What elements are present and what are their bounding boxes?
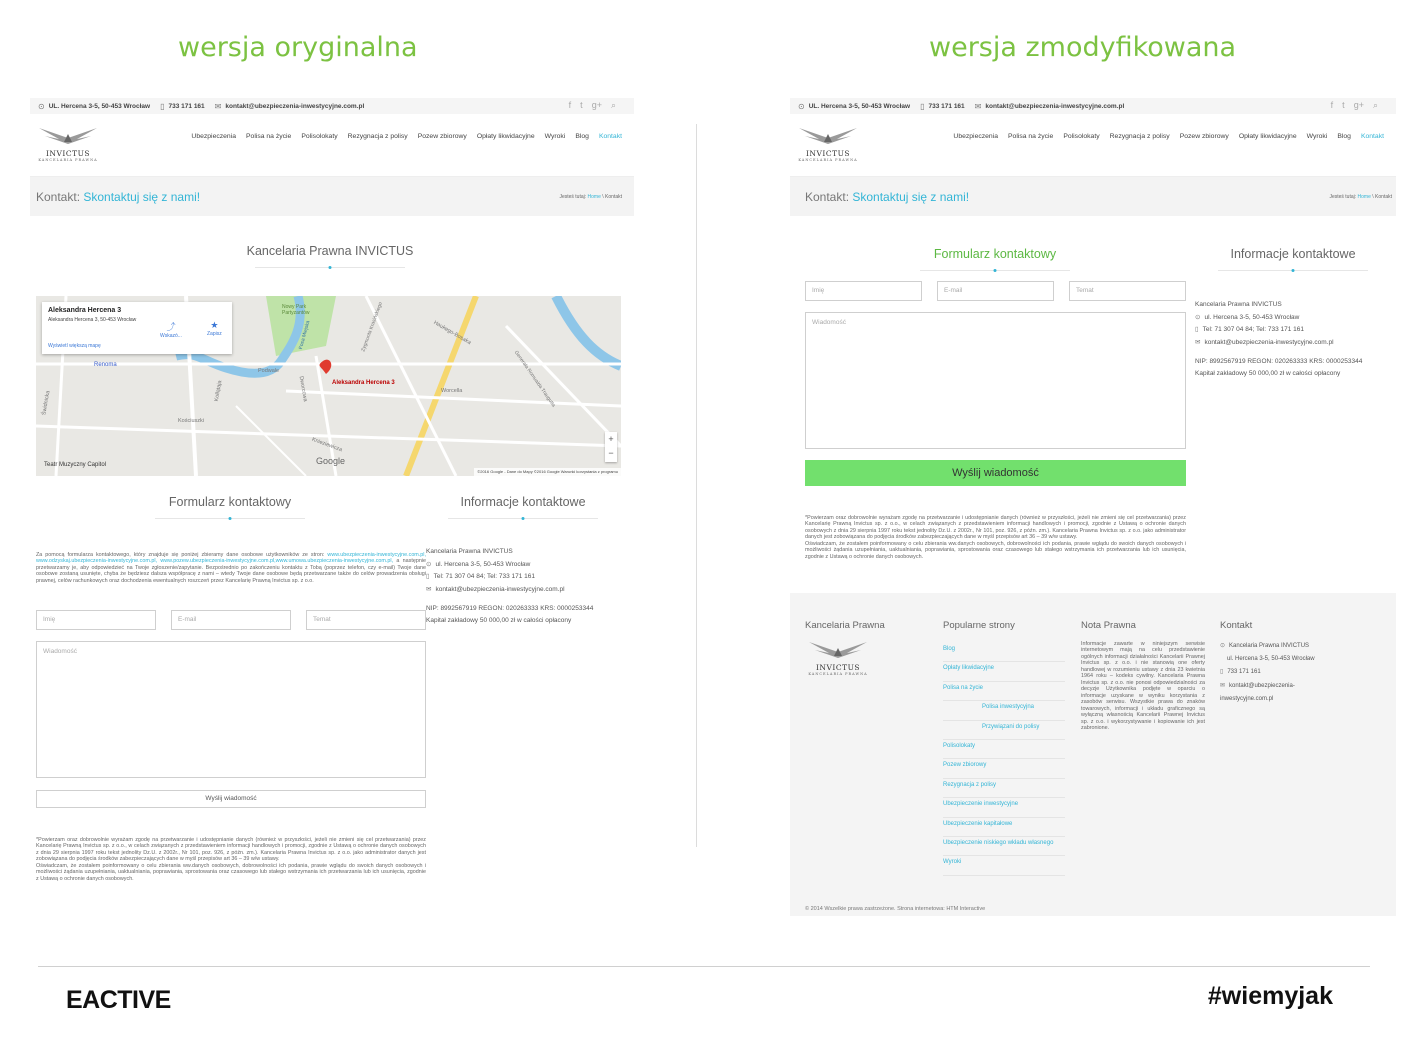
breadcrumb-bar xyxy=(790,176,1396,216)
nav-wyroki[interactable]: Wyroki xyxy=(1306,133,1328,140)
footer-email-1[interactable]: kontakt@ubezpieczenia- xyxy=(1229,682,1295,689)
contact-info xyxy=(1195,299,1362,381)
google-plus-icon[interactable]: g+ xyxy=(591,100,602,110)
consent-text xyxy=(36,837,426,882)
site-modified xyxy=(790,98,1396,916)
phone-icon: ▯ xyxy=(426,573,430,581)
logo-subtitle: KANCELARIA PRAWNA xyxy=(38,158,98,162)
map-info-card xyxy=(42,302,232,354)
map-poi-teatr: Teatr Muzyczny Capitol xyxy=(44,462,107,468)
footer-link-blog[interactable]: Blog xyxy=(943,643,1065,662)
site-original xyxy=(30,98,634,898)
google-map[interactable] xyxy=(36,296,621,476)
info-registry: NIP: 8992567919 REGON: 020263333 KRS: 0000253344 xyxy=(1195,357,1363,365)
info-address: ul. Hercena 3-5, 50-453 Wrocław xyxy=(435,560,531,568)
map-card-address: Aleksandra Hercena 3, 50-453 Wrocław xyxy=(48,317,137,323)
consent-text-2: Oświadczam, że zostałem poinformowany o celu zbierania ww.danych osobowych, dobrowolności ich podania, prawie wglądu do swoich danych osobowych i możliwości żądania uzupełniania, uaktualniania, poprawiania, sprostowania oraz czasowego lub stałego wstrzymania ich przetwarzania lub ich usunięcia, zgodnie z Ustawą o ochronie danych osobowych. xyxy=(805,540,1186,560)
footer-email-2[interactable]: inwestycyjne.com.pl xyxy=(1220,695,1274,702)
map-google-logo: Google xyxy=(316,456,346,466)
info-phone-row xyxy=(1195,324,1362,337)
company-heading-text: Kancelaria Prawna INVICTUS xyxy=(246,244,414,258)
page-title-accent: Skontaktuj się z nami! xyxy=(83,190,201,204)
info-email-row xyxy=(1195,337,1362,350)
page-title-accent: Skontaktuj się z nami! xyxy=(852,190,970,204)
form-heading xyxy=(920,247,1070,271)
intro-text-part-2: a następnie przetwarzamy je, aby odpowiedzieć na Twoje zgłoszenie/zapytanie. Bezpośrednio po zakończeniu kontaktu z Tobą (poprzez telefon, czy e-mail) Twoje dane osobowe zostaną usunięte, chyba że będziesz dalsza współpracę z nami – wtedy Twoje dane osobowe będą przetwarzane także do celów prowadzenia obsługi prawnej, celów rachunkowych oraz dochodzenia ewentualnych roszczeń przez Kancelarię Prawną Invictus sp. z o.o. xyxy=(36,558,427,584)
heading-divider xyxy=(155,518,305,519)
hashtag: #wiemyjak xyxy=(1207,982,1333,1010)
message-textarea[interactable]: Wiadomość xyxy=(36,641,426,778)
logo-name: INVICTUS xyxy=(815,663,861,672)
phone-icon: ▯ xyxy=(1195,326,1199,334)
main-nav xyxy=(191,133,622,140)
footer-link-oplaty[interactable]: Opłaty likwidacyjne xyxy=(943,662,1065,681)
topbar-email[interactable]: kontakt@ubezpieczenia-inwestycyjne.com.pl xyxy=(985,102,1125,110)
footer-contact xyxy=(1220,640,1315,706)
panel-divider xyxy=(696,124,697,847)
nav-pozew[interactable]: Pozew zbiorowy xyxy=(417,133,467,140)
logo-subtitle: KANCELARIA PRAWNA xyxy=(798,158,858,162)
nav-blog[interactable]: Blog xyxy=(575,133,589,140)
mail-icon: ✉ xyxy=(974,101,982,111)
map-fosa-miejska: Fosa Miejska xyxy=(298,319,312,351)
nav-kontakt[interactable]: Kontakt xyxy=(1360,133,1384,140)
wings-icon xyxy=(35,124,101,148)
info-phones: Tel: 71 307 04 84; Tel: 733 171 161 xyxy=(433,573,536,581)
google-plus-icon[interactable]: g+ xyxy=(1353,100,1364,110)
phone-icon: ▯ xyxy=(1220,669,1224,676)
mail-icon: ✉ xyxy=(1220,682,1226,689)
consent-text-1: *Powierzam oraz dobrowolnie wyrażam zgodę na przetwarzanie i udostępnianie danych (również w przyszłości, jeżeli nie zmieni się cel przetwarzania) przez Kancelarię Prawną Invictus sp. z o.o., w celach związanych z przedstawieniem informacji handlowych i promocji, zgodnie z Ustawą o ochronie danych osobowych z dnia 29 sierpnia 1997 roku tekst jednolity Dz.U. z 2002r., Nr 101, poz. 926, z późn. zm.). Kancelaria Prawna Invictus sp. z o.o. jako administrator danych jest zobowiązana do podjęcia środków zabezpieczających dane w myśl przepisów art 36 – 39 w/w ustawy. xyxy=(36,837,426,863)
title-modified: wersja zmodyfikowana xyxy=(929,32,1237,63)
footer-phone[interactable]: 733 171 161 xyxy=(1227,669,1261,676)
info-heading-text: Informacje kontaktowe xyxy=(1230,247,1356,261)
heading-divider xyxy=(448,518,598,519)
nav-polisolokaty[interactable]: Polisolokaty xyxy=(301,133,338,140)
footer-links xyxy=(943,643,1065,876)
search-icon[interactable]: ⌕ xyxy=(610,100,616,110)
nav-polisa-na-zycie[interactable]: Polisa na życie xyxy=(1008,133,1054,140)
map-directions-button[interactable] xyxy=(160,320,182,339)
map-street-krasinskiego: Zygmunta Krasińskiego xyxy=(360,301,384,353)
info-company: Kancelaria Prawna INVICTUS xyxy=(426,548,513,555)
form-heading xyxy=(155,495,305,519)
breadcrumb-bar xyxy=(30,176,634,216)
topbar-address: UL. Hercena 3-5, 50-453 Wrocław xyxy=(48,102,151,110)
wings-icon xyxy=(805,638,871,662)
footer-nota-text: Informacje zawarte w niniejszym serwisie internetowym mają na celu przedstawienie ogólnych informacji działalności Kancelarii Prawnej Invictus sp. z o.o. i nie stanowią one oferty handlowej w rozumieniu ustawy z dnia 23 kwietnia 1964 roku – kodeks cywilny. Kancelaria Prawna Invictus sp. z o.o. nie ponosi odpowiedzialności za decyzje Użytkownika podjęte w oparciu o informacje uzyskane w wyniku korzystania z zasobów serwisu. Wszystkie prawa do znaków towarowych, informacji i układu graficznego są wyłączną własnością Kancelarii Prawnej Invictus sp. z o.o. i wykorzystywanie i kopiowanie ich jest zabronione. xyxy=(1081,641,1205,732)
breadcrumb-current: \ Kontakt xyxy=(602,194,622,200)
info-registry: NIP: 8992567919 REGON: 020263333 KRS: 0000253344 xyxy=(426,604,594,612)
nav-wyroki[interactable]: Wyroki xyxy=(544,133,566,140)
logo-subtitle: KANCELARIA PRAWNA xyxy=(808,672,868,676)
map-street-dworcowa: Dworcowa xyxy=(297,375,309,403)
footer-link-polisa[interactable]: Polisa na życie xyxy=(943,682,1065,701)
email-input[interactable]: E-mail xyxy=(171,610,291,630)
zoom-in-icon[interactable]: + xyxy=(608,434,614,444)
intro-link-2[interactable]: www.odzyskaj.ubezpieczenia-inwestycyjne.com.pl, xyxy=(36,558,158,565)
footer-col-kontakt: Kontakt xyxy=(1220,620,1253,631)
breadcrumb-prefix: Jesteś tutaj: xyxy=(1329,194,1357,200)
search-icon[interactable]: ⌕ xyxy=(1372,100,1378,110)
footer-link-rezygnacja[interactable]: Rezygnacja z polisy xyxy=(943,779,1065,798)
map-street-kollataja: Kołłątaja xyxy=(213,380,224,402)
logo[interactable] xyxy=(795,124,861,164)
info-phones: Tel: 71 307 04 84; Tel: 733 171 161 xyxy=(1202,326,1305,334)
main-nav xyxy=(953,133,1384,140)
map-pin-label: Aleksandra Hercena 3 xyxy=(332,380,395,386)
nav-rezygnacja[interactable]: Rezygnacja z polisy xyxy=(1109,133,1170,140)
nav-rezygnacja[interactable]: Rezygnacja z polisy xyxy=(347,133,408,140)
location-icon: ⊙ xyxy=(1195,313,1201,321)
map-footer: ©2016 Google - Dane do Mapy ©2016 Google Warunki korzystania z programu xyxy=(474,468,621,476)
info-capital: Kapitał zakładowy 50 000,00 zł w całości opłacony xyxy=(426,617,572,625)
intro-link-3[interactable]: www.pozew.ubezpieczenia-inwestycyjne.com.pl,www.umowa.ubezpieczenia-inwestycyjne.com.pl, xyxy=(160,558,394,565)
nav-oplaty[interactable]: Opłaty likwidacyjne xyxy=(1238,133,1297,140)
location-icon: ⊙ xyxy=(798,101,805,111)
footer-address: ul. Hercena 3-5, 50-453 Wrocław xyxy=(1227,656,1315,663)
consent-text-2: Oświadczam, że zostałem poinformowany o celu zbierania ww.danych osobowych, dobrowolności ich podania, prawie wglądu do swoich danych osobowych i możliwości żądania uzupełniania, uaktualniania, poprawiania, sprostowania oraz czasowego lub stałego wstrzymania ich przetwarzania lub ich usunięcia, zgodnie z Ustawą o ochronie danych osobowych. xyxy=(36,862,426,882)
nav-pozew[interactable]: Pozew zbiorowy xyxy=(1179,133,1229,140)
consent-text-1: *Powierzam oraz dobrowolnie wyrażam zgodę na przetwarzanie i udostępnianie danych (również w przyszłości, jeżeli nie zmieni się cel przetwarzania) przez Kancelarię Prawną Invictus sp. z o.o., w celach związanych z przedstawieniem informacji handlowych i promocji, zgodnie z Ustawą o ochronie danych osobowych z dnia 29 sierpnia 1997 roku tekst jednolity Dz.U. z 2002r., Nr 101, poz. 926, z późn. zm.). Kancelaria Prawna Invictus sp. z o.o. jako administrator danych jest zobowiązana do podjęcia środków zabezpieczających dane w myśl przepisów art 36 – 39 w/w ustawy. xyxy=(805,515,1186,541)
location-icon: ⊙ xyxy=(426,560,432,568)
topbar-email[interactable]: kontakt@ubezpieczenia-inwestycyjne.com.pl xyxy=(225,102,365,110)
info-email-row xyxy=(426,584,593,597)
page-title-prefix: Kontakt: xyxy=(36,190,81,204)
info-address-row xyxy=(1195,312,1362,325)
form-heading-text: Formularz kontaktowy xyxy=(168,495,292,509)
facebook-icon[interactable]: f xyxy=(1330,100,1334,110)
footer-logo[interactable] xyxy=(805,638,871,678)
info-company: Kancelaria Prawna INVICTUS xyxy=(1195,301,1282,308)
email-input[interactable]: E-mail xyxy=(937,281,1054,301)
info-heading xyxy=(448,495,598,519)
site-footer xyxy=(790,593,1396,916)
nav-ubezpieczenia[interactable]: Ubezpieczenia xyxy=(191,133,236,140)
heading-divider xyxy=(920,270,1070,271)
map-street-traugutta: Generała Romualda Traugutta xyxy=(512,349,557,409)
star-icon: ★ xyxy=(210,320,219,330)
info-email[interactable]: kontakt@ubezpieczenia-inwestycyjne.com.pl xyxy=(435,586,565,594)
intro-link-1[interactable]: www.ubezpieczenia-inwestycyjne.com.pl, xyxy=(327,552,426,558)
phone-icon: ▯ xyxy=(160,101,165,111)
topbar xyxy=(790,98,1396,114)
footer-col-nota: Nota Prawna xyxy=(1081,620,1136,631)
wings-icon xyxy=(795,124,861,148)
map-card-name: Aleksandra Hercena 3 xyxy=(48,307,122,314)
footer-col-kancelaria: Kancelaria Prawna xyxy=(805,620,885,631)
social-links xyxy=(569,100,616,111)
topbar-address: UL. Hercena 3-5, 50-453 Wrocław xyxy=(808,102,911,110)
footer-email-row xyxy=(1220,680,1315,693)
map-street-podwale: Podwale xyxy=(258,368,280,374)
intro-text-part-1: Za pomocą formularza kontaktowego, który znajduje się poniżej zbieramy dane osobowe użytkowników ze stron: xyxy=(36,552,328,558)
nav-polisolokaty[interactable]: Polisolokaty xyxy=(1063,133,1100,140)
map-street-kosciuszki: Kościuszki xyxy=(178,418,204,424)
twitter-icon[interactable]: t xyxy=(580,100,583,110)
phone-icon: ▯ xyxy=(920,101,925,111)
map-directions-label: Wskazó... xyxy=(160,333,182,339)
info-address: ul. Hercena 3-5, 50-453 Wrocław xyxy=(1204,313,1300,321)
logo[interactable] xyxy=(35,124,101,164)
mail-icon: ✉ xyxy=(426,586,432,594)
nav-polisa-na-zycie[interactable]: Polisa na życie xyxy=(246,133,292,140)
map-poi-park: Nowy Park Partyzantów xyxy=(282,304,310,316)
footer-link-wyroki[interactable]: Wyroki xyxy=(943,856,1065,875)
map-save-label: Zapisz xyxy=(207,331,222,337)
facebook-icon[interactable]: f xyxy=(568,100,572,110)
send-button[interactable]: Wyślij wiadomość xyxy=(805,460,1186,486)
footer-link-przywiazani[interactable]: Przywiązani do polisy xyxy=(943,721,1065,740)
location-icon: ⊙ xyxy=(38,101,45,111)
logo-name: INVICTUS xyxy=(45,149,91,158)
map-poi-renoma: Renoma xyxy=(94,362,117,368)
info-address-row xyxy=(426,559,593,572)
map-street-knieziewicza: Knieziewicza xyxy=(310,436,343,454)
info-phone-row xyxy=(426,571,593,584)
twitter-icon[interactable]: t xyxy=(1342,100,1345,110)
topbar xyxy=(30,98,634,114)
footer-link-ubezp-kapitalowe[interactable]: Ubezpieczenie kapitałowe xyxy=(943,818,1065,837)
name-input[interactable]: Imię xyxy=(805,281,922,301)
mail-icon: ✉ xyxy=(214,101,222,111)
nav-ubezpieczenia[interactable]: Ubezpieczenia xyxy=(953,133,998,140)
footer-company: Kancelaria Prawna INVICTUS xyxy=(1229,643,1310,649)
topbar-phone[interactable]: 733 171 161 xyxy=(168,102,205,110)
map-save-button[interactable] xyxy=(207,320,222,337)
footer-phone-row xyxy=(1220,666,1315,679)
footer-company-row xyxy=(1220,640,1315,653)
logo-name: INVICTUS xyxy=(805,149,851,158)
info-email[interactable]: kontakt@ubezpieczenia-inwestycyjne.com.pl xyxy=(1204,339,1334,347)
footer-col-popular: Popularne strony xyxy=(943,620,1015,631)
company-heading xyxy=(220,244,440,268)
page-title xyxy=(805,190,969,204)
map-street-haukego: Haukego-Bosaka xyxy=(432,319,472,347)
breadcrumb-home[interactable]: Home xyxy=(1357,194,1371,200)
breadcrumb xyxy=(1329,194,1392,200)
zoom-out-icon[interactable]: − xyxy=(608,448,614,458)
footer-link-polisa-inwestycyjna[interactable]: Polisa inwestycyjna xyxy=(943,701,1065,720)
map-zoom-control[interactable] xyxy=(605,432,617,462)
footer-link-pozew[interactable]: Pozew zbiorowy xyxy=(943,759,1065,778)
map-street-swidnicka: Świdnicka xyxy=(41,390,52,416)
location-icon: ⊙ xyxy=(1220,643,1226,649)
subject-input[interactable]: Temat xyxy=(1069,281,1186,301)
subject-input[interactable]: Temat xyxy=(306,610,426,630)
breadcrumb xyxy=(559,194,622,200)
send-button[interactable]: Wyślij wiadomość xyxy=(36,790,426,808)
name-input[interactable]: Imię xyxy=(36,610,156,630)
nav-kontakt[interactable]: Kontakt xyxy=(598,133,622,140)
footer-link-polisolokaty[interactable]: Polisolokaty xyxy=(943,740,1065,759)
footer-link-ubezp-inwestycyjne[interactable]: Ubezpieczenie inwestycyjne xyxy=(943,798,1065,817)
mail-icon: ✉ xyxy=(1195,339,1201,347)
message-textarea[interactable]: Wiadomość xyxy=(805,312,1186,449)
bottom-divider xyxy=(38,966,1370,967)
form-heading-text: Formularz kontaktowy xyxy=(933,247,1057,261)
nav-oplaty[interactable]: Opłaty likwidacyjne xyxy=(476,133,535,140)
title-original: wersja oryginalna xyxy=(178,32,418,63)
nav-blog[interactable]: Blog xyxy=(1337,133,1351,140)
info-capital: Kapitał zakładowy 50 000,00 zł w całości opłacony xyxy=(1195,370,1341,378)
heading-divider xyxy=(255,267,405,268)
page-title xyxy=(36,190,200,204)
consent-text xyxy=(805,515,1186,560)
directions-icon: ⤴ xyxy=(166,322,176,332)
breadcrumb-prefix: Jesteś tutaj: xyxy=(559,194,587,200)
brand-logo: EACTIVE xyxy=(66,986,171,1014)
social-links xyxy=(1331,100,1378,111)
breadcrumb-home[interactable]: Home xyxy=(587,194,601,200)
topbar-phone[interactable]: 733 171 161 xyxy=(928,102,965,110)
map-larger-link[interactable]: Wyświetl większą mapę xyxy=(48,343,101,349)
contact-info xyxy=(426,546,593,628)
breadcrumb-current: \ Kontakt xyxy=(1372,194,1392,200)
footer-link-ubezp-niskiego[interactable]: Ubezpieczenie niskiego wkładu własnego xyxy=(943,837,1065,856)
intro-text xyxy=(36,552,426,584)
heading-divider xyxy=(1218,270,1368,271)
map-street-worcella: Worcella xyxy=(441,388,463,394)
info-heading-text: Informacje kontaktowe xyxy=(460,495,586,509)
info-heading xyxy=(1218,247,1368,271)
page-title-prefix: Kontakt: xyxy=(805,190,850,204)
footer-copyright: © 2014 Wszelkie prawa zastrzeżone. Strona internetowa: HTM Interactive xyxy=(805,906,986,912)
